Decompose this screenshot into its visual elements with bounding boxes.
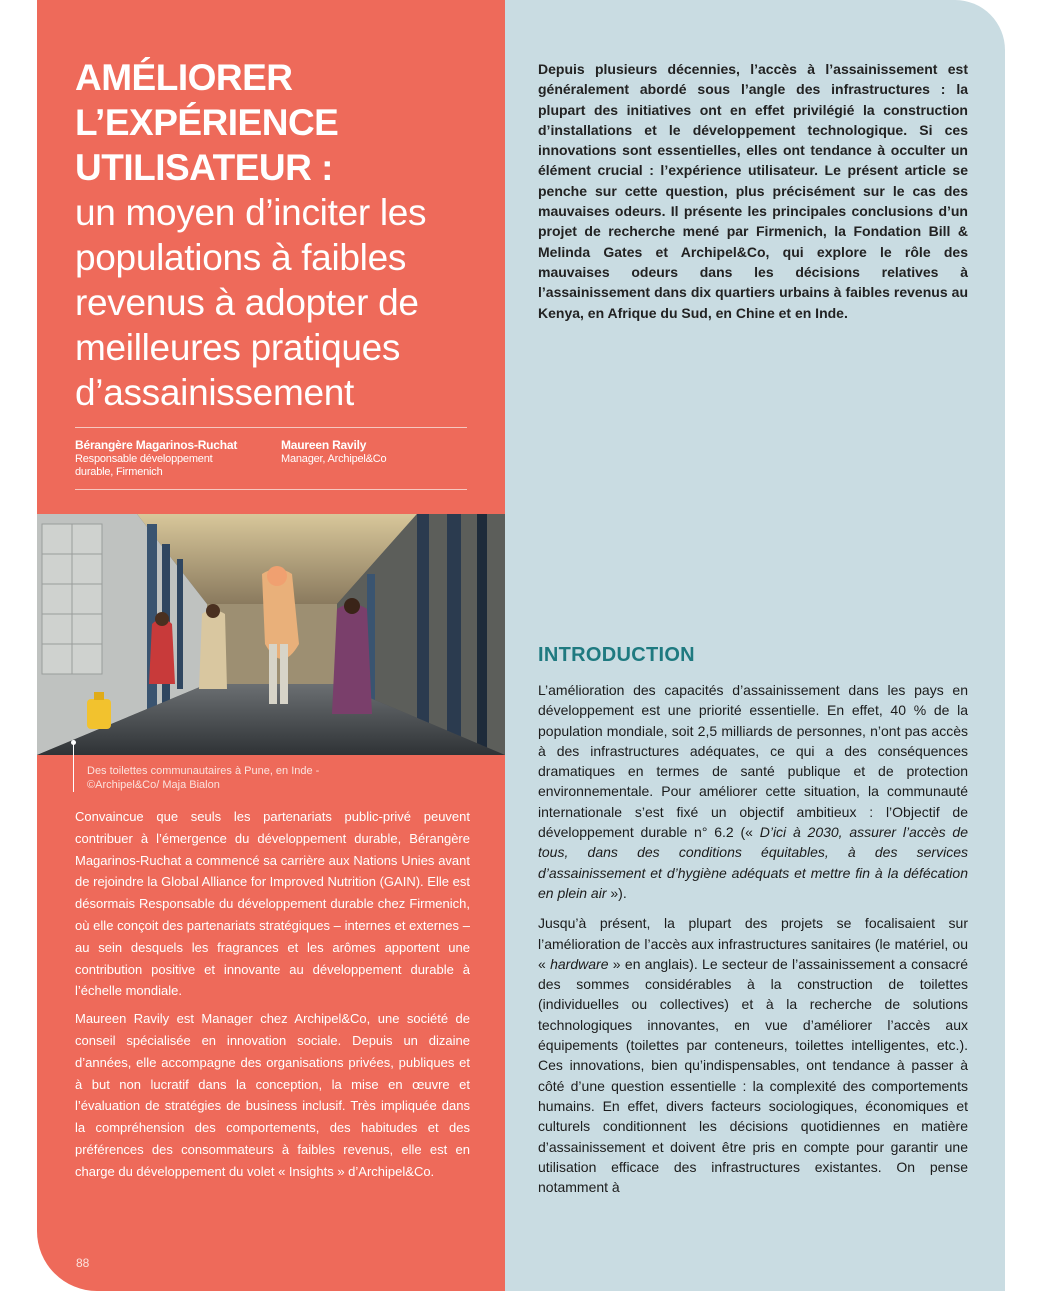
page-number: 88 [76,1256,90,1270]
title-sub-line: d’assainissement [75,372,355,413]
caption-line: Des toilettes communautaires à Pune, en Inde - [87,765,320,777]
author-role: durable, Firmenich [75,466,163,478]
article-title [75,55,475,415]
author-role: Responsable développement [75,453,213,465]
caption-line: ©Archipel&Co/ Maja Bialon [87,779,220,791]
title-subtitle [75,190,475,415]
body-paragraph [538,913,968,1197]
title-sub-line: un moyen d’inciter les [75,192,427,233]
bio-paragraph: Convaincue que seuls les partenariats public-privé peuvent contribuer à l’émergence du développement durable, Bérangère Magarinos-Ruchat a commencé sa carrière aux Nations Unies avant de rejoindre la Global Alliance for Improved Nutrition (GAIN). Elle est désormais Responsable du développement durable chez Firmenich, où elle conçoit des partenariats stratégiques – internes et externes – au sein desquels les fragrances et les arômes apportent une contribution positive et innovante au développement durable à l’échelle mondiale. [75,809,470,999]
author-name: Bérangère Magarinos-Ruchat [75,438,238,452]
text-run: Jusqu’à présent, la plupart des projets se focalisaient sur l’amélioration de l’accès aux infrastructures sanitaires (le matériel, ou « [538,915,968,972]
author-bios [75,806,470,1189]
title-main-line: UTILISATEUR : [75,147,333,188]
sdg-quote: D’ici à 2030, assurer l’accès de tous, dans des conditions équitables, à des services d’assainissement et d’hygiène adéquats et mettre fin à la défécation en plein air [538,824,969,901]
text-run: » en anglais). Le secteur de l’assainissement a consacré des sommes considérables à la construction de toilettes (individuelles ou collectives) et à la recherche de solutions technologiques innovantes, en vue d’améliorer l’accès aux équipements (toilettes par conteneurs, toilettes intelligentes, etc.). Ces innovations, bien qu’indispensables, ont tendance à passer à côté d’une question essentielle : la complexité des comportements humains. En effet, divers facteurs sociologiques, économiques et culturels conditionnent les décisions quotidiennes en matière d’assainissement et doivent être pris en compte pour garantir une utilisation efficace des infrastructures existantes. On pense notamment à [538,955,968,1196]
caption-marker-line [73,742,74,792]
title-main-line: AMÉLIORER [75,57,293,98]
author-role: Manager, Archipel&Co [281,453,387,465]
term-hardware: hardware [550,955,609,972]
author-2 [281,437,386,466]
photo-caption [87,764,387,792]
divider-top [75,427,467,428]
divider-bottom [75,489,467,490]
introduction-body [538,680,968,1207]
section-heading: INTRODUCTION [538,644,695,666]
title-sub-line: populations à faibles [75,237,407,278]
body-paragraph [538,680,968,903]
title-sub-line: revenus à adopter de [75,282,419,323]
text-run: L’amélioration des capacités d’assainissement dans les pays en développement est une priorité essentielle. En effet, 40 % de la population mondiale, soit 2,5 milliards de personnes, n’ont pas accès à des infrastructures adéquates, ce qui a des conséquences dramatiques en termes de santé publique et de protection environnementale. Pour améliorer cette situation, la communauté internationale s’est fixé un objectif ambitieux : l’Objectif de développement durable n° 6.2 (« [538,682,968,841]
authors-block [75,437,470,483]
photo-illustration [37,514,505,755]
author-1 [75,437,237,479]
author-name: Maureen Ravily [281,438,367,452]
article-photo [37,514,505,755]
abstract: Depuis plusieurs décennies, l’accès à l’assainissement est généralement abordé sous l’angle des infrastructures : la plupart des initiatives ont en effet privilégié la construction d’installations et le développement technologique. Si ces innovations sont essentielles, elles ont tendance à occulter un élément crucial : l’expérience utilisateur. Le présent article se penche sur cette question, plus précisément sur le cas des mauvaises odeurs. Il présente les principales conclusions d’un projet de recherche mené par Firmenich, la Fondation Bill & Melinda Gates et Archipel&Co, qui explore le rôle des mauvaises odeurs dans les décisions relatives à l’assainissement dans dix quartiers urbains à faibles revenus au Kenya, en Afrique du Sud, en Chine et en Inde. [538,61,968,321]
title-main [75,55,475,190]
title-main-line: L’EXPÉRIENCE [75,102,339,143]
title-sub-line: meilleures pratiques [75,327,401,368]
bio-paragraph: Maureen Ravily est Manager chez Archipel&Co, une société de conseil spécialisée en innovation sociale. Depuis un dizaine d’années, elle accompagne des organisations privées, publiques et à but non lucratif dans la conception, la mise en œuvre et l’évaluation de stratégies de business inclusif. Très impliquée dans la compréhension des comportements, des habitudes et des préférences des consommateurs à faibles revenus, elle est en charge du développement du volet « Insights » d’Archipel&Co. [75,1011,470,1179]
text-run: »). [606,884,627,901]
